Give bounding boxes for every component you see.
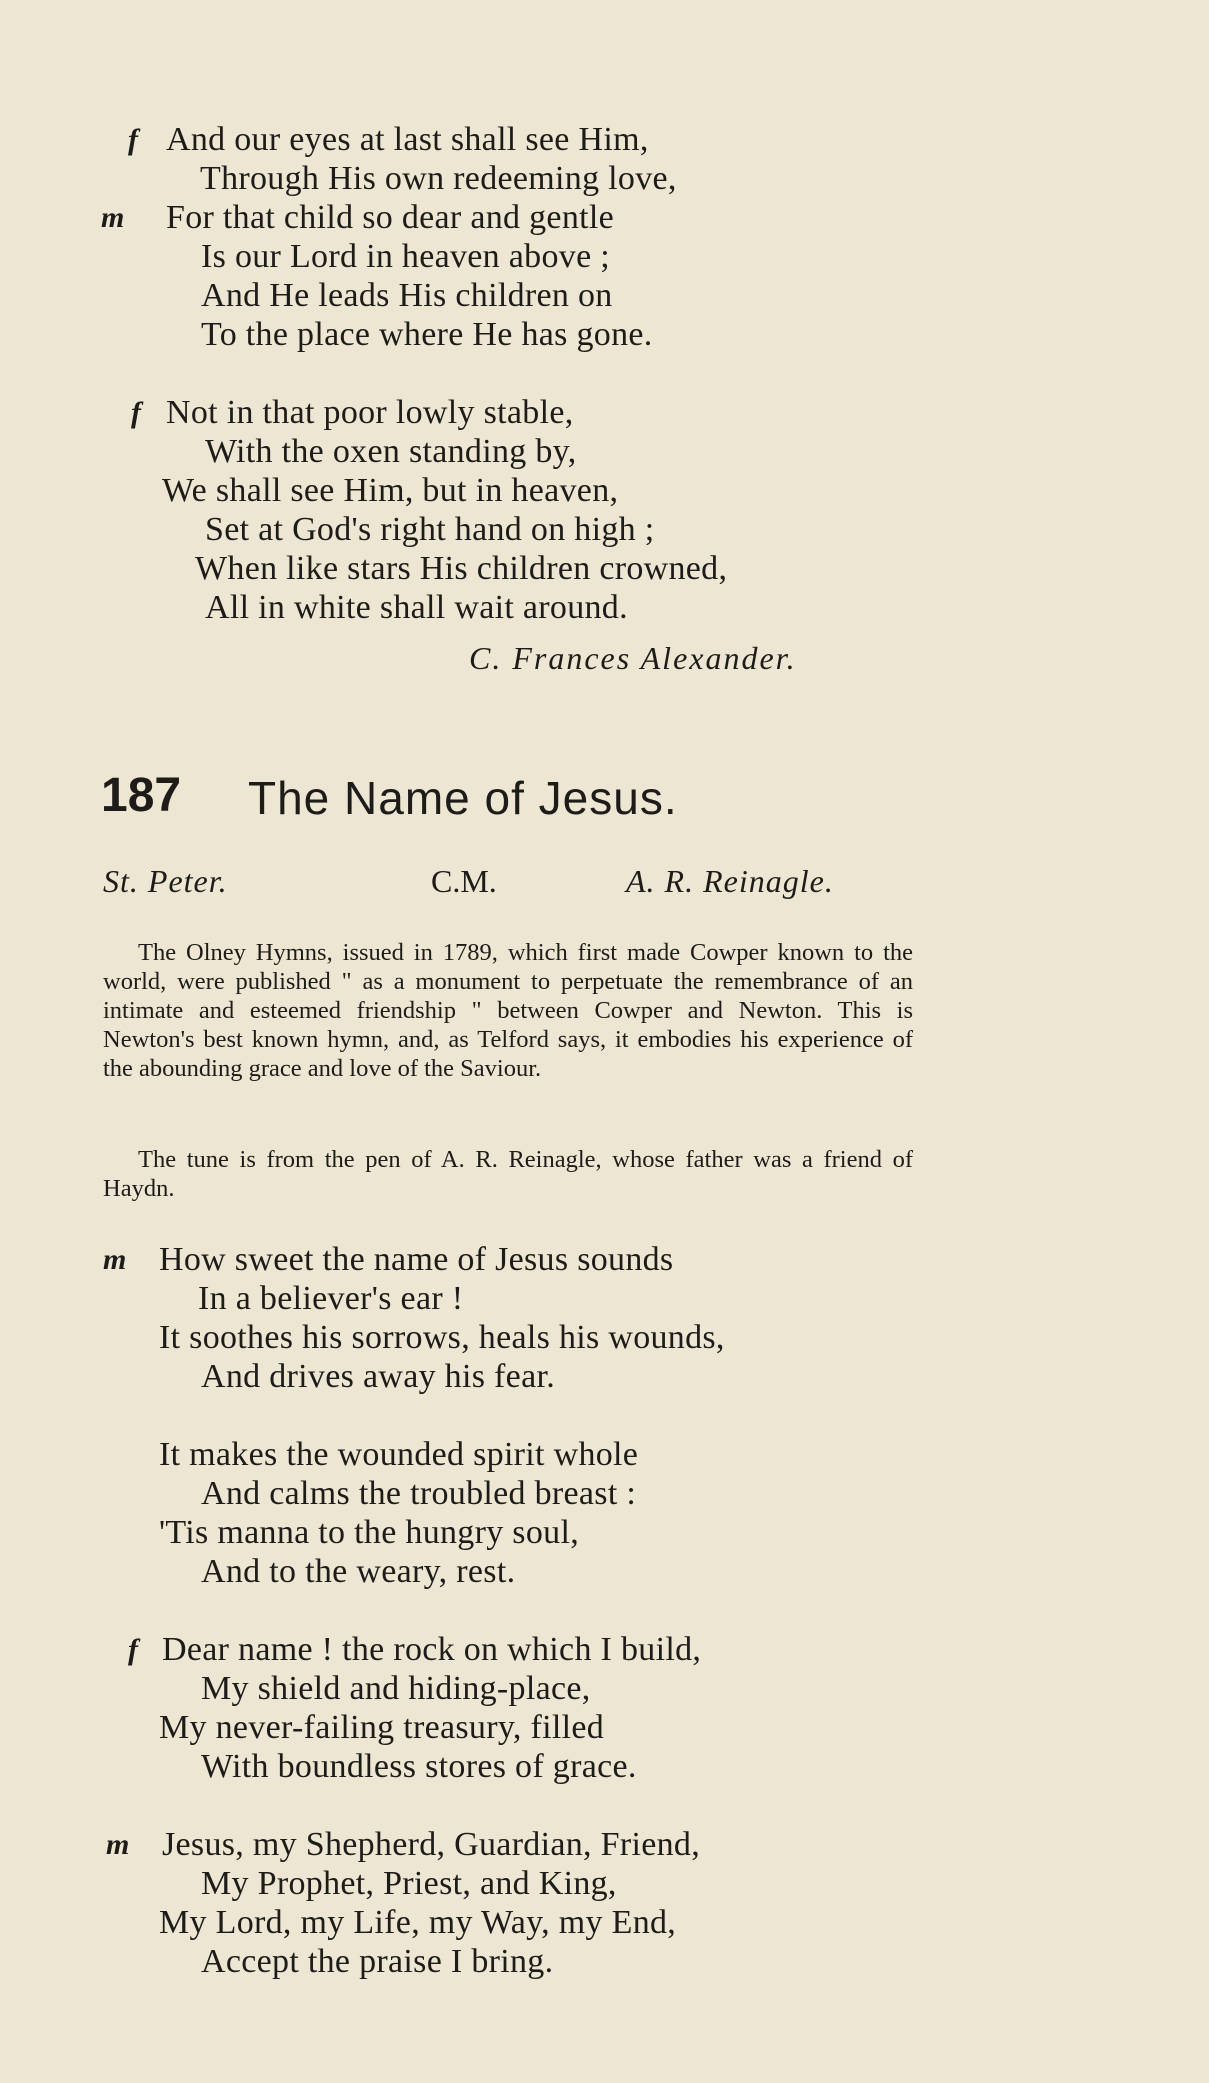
hymn-note: The Olney Hymns, issued in 1789, which first made Cowper known to the world, were published " as a monument to perpetuate the remembrance of an intimate and esteemed friendship " between Cowper and Newton. This is Newton's best known hymn, and, as Telford says, it embodies his experience of the abounding grace and love of the Saviour.	[103, 939, 913, 1082]
verse-line: It soothes his sorrows, heals his wounds,	[159, 1319, 725, 1356]
verse-line: Is our Lord in heaven above ;	[201, 238, 611, 275]
composer: A. R. Reinagle.	[626, 863, 834, 899]
verse-line: Through His own redeeming love,	[200, 160, 677, 197]
verse-line: And to the weary, rest.	[201, 1553, 516, 1590]
verse-line: Not in that poor lowly stable,	[166, 394, 574, 431]
verse-line: In a believer's ear !	[198, 1280, 464, 1317]
verse-line: And calms the troubled breast :	[201, 1475, 637, 1512]
dynamic-marking: m	[103, 1243, 127, 1276]
verse-line: Dear name ! the rock on which I build,	[162, 1631, 702, 1668]
hymn-number: 187	[101, 769, 182, 822]
author-attribution: C. Frances Alexander.	[469, 640, 797, 676]
verse-line: My shield and hiding-place,	[201, 1670, 591, 1707]
verse-line: With the oxen standing by,	[205, 433, 577, 470]
verse-line: And drives away his fear.	[201, 1358, 556, 1395]
verse-line: How sweet the name of Jesus sounds	[159, 1241, 674, 1278]
verse-line: And our eyes at last shall see Him,	[166, 121, 649, 158]
verse-line: With boundless stores of grace.	[201, 1748, 637, 1785]
tune-name: St. Peter.	[103, 863, 228, 899]
verse-line: My never-failing treasury, filled	[159, 1709, 605, 1746]
hymn-title: The Name of Jesus.	[248, 772, 678, 824]
verse-line: It makes the wounded spirit whole	[159, 1436, 639, 1473]
verse-line: We shall see Him, but in heaven,	[162, 472, 619, 509]
dynamic-marking: f	[131, 396, 141, 429]
verse-line: When like stars His children crowned,	[195, 550, 728, 587]
verse-line: And He leads His children on	[201, 277, 613, 314]
verse-line: My Prophet, Priest, and King,	[201, 1865, 617, 1902]
dynamic-marking: f	[128, 1633, 138, 1666]
dynamic-marking: m	[106, 1828, 130, 1861]
dynamic-marking: f	[128, 123, 138, 156]
verse-line: Set at God's right hand on high ;	[205, 511, 655, 548]
meter: C.M.	[431, 863, 497, 899]
dynamic-marking: m	[101, 201, 125, 234]
verse-line: All in white shall wait around.	[205, 589, 628, 626]
verse-line: Accept the praise I bring.	[201, 1943, 554, 1980]
hymn-note-tune: The tune is from the pen of A. R. Reinagle, whose father was a friend of Haydn.	[103, 1146, 913, 1202]
verse-line: For that child so dear and gentle	[166, 199, 614, 236]
verse-line: To the place where He has gone.	[201, 316, 653, 353]
verse-line: My Lord, my Life, my Way, my End,	[159, 1904, 677, 1941]
verse-line: 'Tis manna to the hungry soul,	[159, 1514, 579, 1551]
verse-line: Jesus, my Shepherd, Guardian, Friend,	[162, 1826, 701, 1863]
